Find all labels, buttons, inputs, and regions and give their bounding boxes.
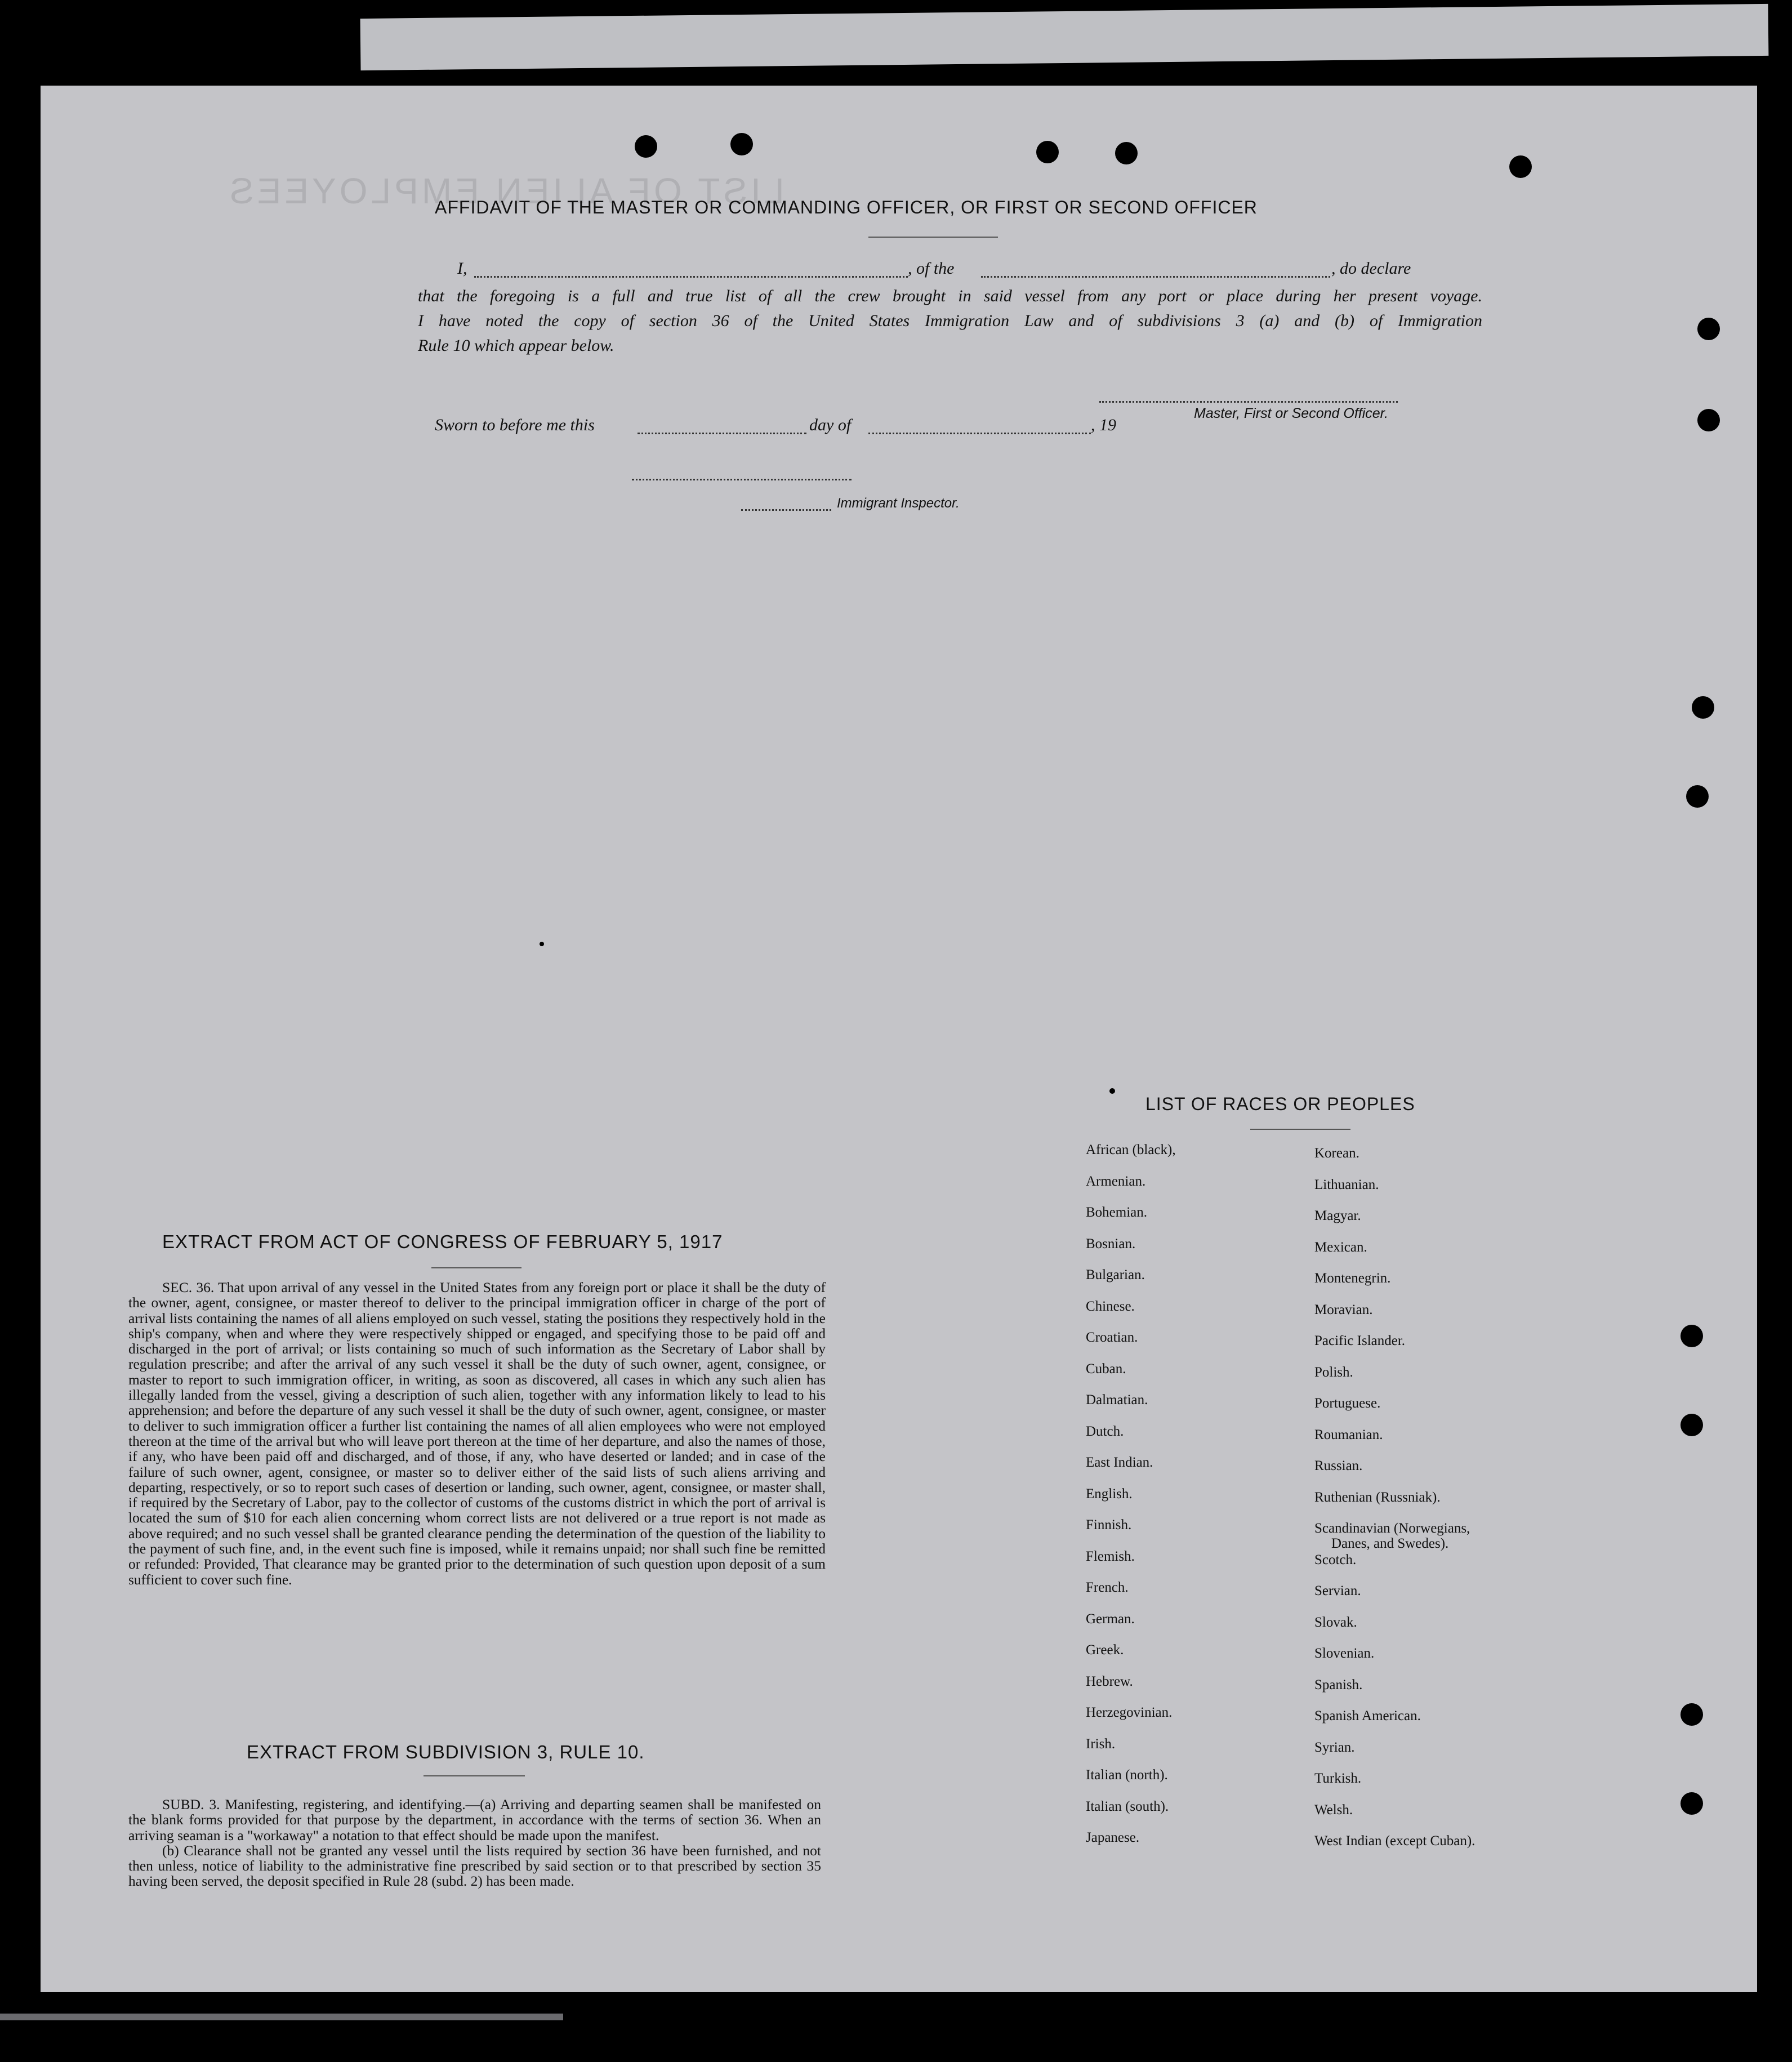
race-item-line: Scandinavian (Norwegians, [1314, 1521, 1470, 1536]
affidavit-title: AFFIDAVIT OF THE MASTER OR COMMANDING OFFICER, OR FIRST OR SECOND OFFICER [435, 197, 1258, 217]
affidavit-body-line: I have noted the copy of section 36 of the United States Immigration Law and of subdivisions 3 (a) and (b) of Immigration [418, 311, 1482, 330]
punch-hole [635, 135, 657, 158]
race-item: Montenegrin. [1314, 1271, 1391, 1286]
race-item: Spanish. [1314, 1677, 1363, 1693]
race-item: East Indian. [1086, 1455, 1153, 1470]
punch-hole [1697, 318, 1720, 340]
race-item: Italian (south). [1086, 1798, 1169, 1814]
races-title: LIST OF RACES OR PEOPLES [1145, 1094, 1415, 1114]
extract-rule-text [128, 1797, 821, 1889]
race-item: Bulgarian. [1086, 1267, 1145, 1282]
race-item: West Indian (except Cuban). [1314, 1833, 1475, 1849]
inspector-signature-line[interactable] [741, 509, 831, 511]
race-item: Armenian. [1086, 1173, 1146, 1189]
subd-3a-paragraph: SUBD. 3. Manifesting, registering, and identifying.—(a) Arriving and departing seamen shall be manifested on the blank forms provided for that purpose by the department, in accordance with the terms of section 36. When an arriving seaman is a "workaway" a notation to that effect should be made upon the manifest. [128, 1796, 821, 1843]
race-item: Syrian. [1314, 1739, 1355, 1755]
punch-hole [1115, 142, 1138, 164]
race-item: Spanish American. [1314, 1708, 1421, 1723]
race-item-line: Danes, and Swedes). [1331, 1536, 1449, 1551]
punch-hole [730, 133, 753, 155]
race-item: Pacific Islander. [1314, 1333, 1406, 1348]
sec-36-paragraph: SEC. 36. That upon arrival of any vessel in the United States from any foreign port or place it shall be the duty of the owner, agent, consignee, or master thereof to deliver to the principal immigration officer in charge of the port of arrival lists containing the names of all aliens employed on such vessel, stating the positions they respectively hold in the ship's company, when and where they were respectively shipped or engaged, and specifying those to be paid off and discharged in the port of arrival; or lists containing so much of such information as the Secretary of Labor shall by regulation prescribe; and after the arrival of any such vessel it shall be the duty of such owner, agent, consignee, or master to report to such immigration officer, in writing, as soon as discovered, all cases in which any such alien has illegally landed from the vessel, giving a description of such alien, together with any information likely to lead to his apprehension; and before the departure of any such vessel it shall be the duty of such owner, agent, consignee, or master to deliver to such immigration officer a further list containing the names of all alien employees who were not employed thereon at the time of the arrival but who will leave port thereon at the time of her departure, and also the names of those, if any, who have been paid off and discharged, and of those, if any, who have deserted or landed; and in case of the failure of such owner, agent, consignee, or master so to deliver either of the said lists of such aliens arriving and departing, respectively, or so to report such cases of desertion or landing, such owner, agent, consignee, or master shall, if required by the Secretary of Labor, pay to the collector of customs of the customs district in which the port of arrival is located the sum of $10 for each alien concerning whom correct lists are not delivered or a true report is not made as above required; and no such vessel shall be granted clearance pending the determination of the question of the liability to the payment of such fine, and, in the event such fine is imposed, while it remains unpaid; nor shall such fine be remitted or refunded: Provided, That clearance may be granted prior to the determination of such question upon deposit of a sum sufficient to cover such fine. [128, 1279, 826, 1588]
race-item: African (black), [1086, 1142, 1176, 1157]
race-item [1314, 1521, 1475, 1552]
race-item: Chinese. [1086, 1298, 1135, 1314]
race-item: Finnish. [1086, 1517, 1132, 1533]
sworn-line [435, 416, 1167, 438]
race-item: Herzegovinian. [1086, 1705, 1173, 1720]
subd-3b-paragraph: (b) Clearance shall not be granted any vessel until the lists required by section 36 have been furnished, and not then unless, notice of liability to the administrative fine prescribed by said section or to that prescribed by section 35 having been served, the deposit specified in Rule 28 (subd. 2) has been made. [128, 1842, 821, 1890]
punch-hole [1692, 696, 1714, 719]
race-item: Ruthenian (Russniak). [1314, 1489, 1441, 1505]
race-item: Greek. [1086, 1642, 1124, 1658]
race-item: Lithuanian. [1314, 1177, 1379, 1192]
punch-hole [1697, 409, 1720, 431]
race-item: Croatian. [1086, 1330, 1138, 1345]
bottom-edge-artifact [0, 2014, 563, 2020]
document-page [41, 86, 1757, 1992]
punch-hole [1036, 141, 1059, 163]
race-item: Turkish. [1314, 1771, 1362, 1786]
inspector-signature-line-upper[interactable] [632, 479, 852, 480]
race-item: Irish. [1086, 1736, 1116, 1752]
race-item: German. [1086, 1611, 1135, 1627]
sworn-text: Sworn to before me this [435, 416, 595, 434]
inspector-label: Immigrant Inspector. [837, 496, 960, 511]
race-item: Hebrew. [1086, 1673, 1133, 1689]
affidavit-body-line: Rule 10 which appear below. [418, 336, 614, 355]
race-item: Italian (north). [1086, 1767, 1168, 1783]
speck [1109, 1088, 1115, 1094]
affidavit-body [418, 284, 1482, 358]
race-item: Moravian. [1314, 1302, 1373, 1317]
race-item: French. [1086, 1580, 1129, 1595]
race-item: Scotch. [1314, 1552, 1357, 1567]
extract-act-title: EXTRACT FROM ACT OF CONGRESS OF FEBRUARY 5, 1917 [162, 1231, 723, 1252]
race-item: Cuban. [1086, 1361, 1126, 1377]
race-item: Russian. [1314, 1458, 1363, 1473]
race-item: Welsh. [1314, 1802, 1353, 1818]
extract-act-text [128, 1280, 826, 1587]
race-item: Mexican. [1314, 1239, 1367, 1255]
top-paper-strip [360, 4, 1769, 70]
divider [431, 1267, 521, 1268]
race-item: Flemish. [1086, 1548, 1135, 1564]
extract-rule-title: EXTRACT FROM SUBDIVISION 3, RULE 10. [247, 1742, 645, 1762]
month-blank[interactable] [868, 433, 1091, 434]
race-item: Portuguese. [1314, 1396, 1381, 1411]
master-signature-line[interactable] [1099, 401, 1398, 403]
affidavit-of-the: , of the [908, 259, 955, 278]
master-label: Master, First or Second Officer. [1194, 406, 1389, 421]
affidavit-body-line: that the foregoing is a full and true list of all the crew brought in said vessel from any port or place during her present voyage. [418, 287, 1482, 305]
punch-hole [1680, 1703, 1703, 1726]
race-item: Bohemian. [1086, 1205, 1148, 1220]
name-blank[interactable] [474, 276, 908, 278]
divider [424, 1775, 525, 1776]
punch-hole [1680, 1325, 1703, 1347]
race-item: Polish. [1314, 1364, 1353, 1380]
race-item: Slovenian. [1314, 1646, 1375, 1661]
race-item: Slovak. [1314, 1614, 1357, 1630]
year-text: , 19 [1091, 416, 1116, 434]
race-item: Dutch. [1086, 1423, 1124, 1439]
race-item: Japanese. [1086, 1830, 1140, 1845]
affidavit-declaration-line [418, 259, 1482, 279]
punch-hole [1509, 155, 1532, 178]
day-of-text: day of [809, 416, 852, 434]
punch-hole [1680, 1414, 1703, 1436]
race-item: Bosnian. [1086, 1236, 1136, 1252]
race-item: Dalmatian. [1086, 1392, 1148, 1408]
races-column-2 [1314, 1146, 1475, 1865]
vessel-blank[interactable] [981, 276, 1330, 278]
race-item: English. [1086, 1486, 1133, 1502]
divider [868, 237, 998, 238]
race-item: Servian. [1314, 1583, 1361, 1598]
day-blank[interactable] [638, 433, 806, 434]
bleed-through-text: LIST OF ALIEN EMPLOYEES [226, 171, 784, 211]
races-column-1 [1086, 1142, 1176, 1861]
affidavit-i: I, [457, 259, 467, 278]
race-item: Korean. [1314, 1146, 1359, 1161]
divider [1250, 1129, 1350, 1130]
speck [540, 942, 544, 946]
affidavit-do-declare: , do declare [1331, 259, 1411, 278]
punch-hole [1680, 1792, 1703, 1815]
race-item: Magyar. [1314, 1208, 1361, 1223]
race-item: Roumanian. [1314, 1427, 1383, 1442]
punch-hole [1686, 785, 1709, 808]
